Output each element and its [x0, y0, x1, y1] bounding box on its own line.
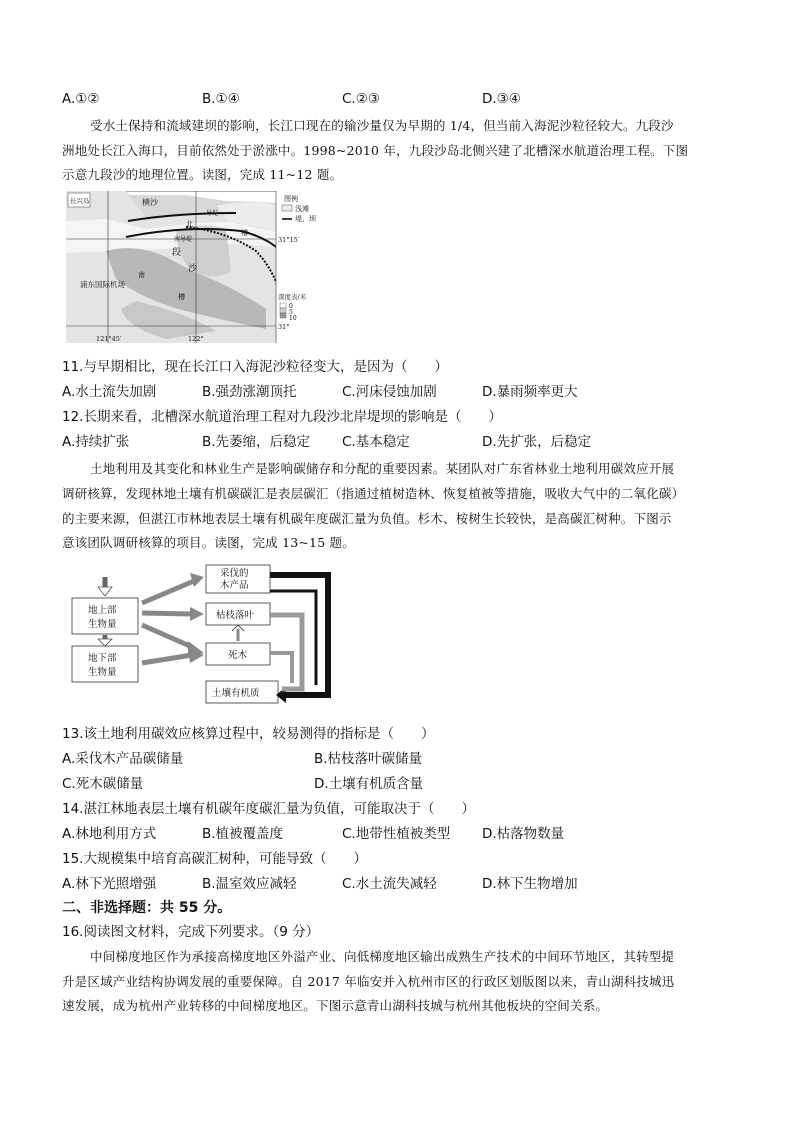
box-above-l1: 地上部 — [88, 605, 117, 616]
q11-option-b[interactable]: B.强劲涨潮顶托 — [202, 384, 297, 400]
place-cao2: 槽 — [178, 293, 185, 301]
passage1-line: 示意九段沙的地理位置。读图，完成 11~12 题。 — [62, 167, 343, 182]
legend-shoal: 浅滩 — [295, 205, 309, 213]
q10-option-a[interactable]: A.①② — [62, 91, 100, 107]
q14-option-c[interactable]: C.地带性植被类型 — [342, 826, 451, 842]
q16-passage-line: 速发展，成为杭州产业转移的中间梯度地区。下图示意青山湖科技城与杭州其他板块的空间关系。 — [62, 998, 609, 1013]
passage2-line: 调研核算，发现林地土壤有机碳碳汇是表层碳汇（指通过植树造林、恢复植被等措施，吸收大气中的二氧化碳） — [62, 486, 685, 501]
q15-option-c[interactable]: C.水土流失减轻 — [342, 876, 437, 892]
q10-option-b[interactable]: B.①④ — [202, 91, 240, 107]
q16-stem: 16.阅读图文材料，完成下列要求。（9 分） — [62, 924, 320, 940]
depth-0: 0 — [289, 303, 293, 310]
place-airport: 浦东国际机场 — [80, 280, 125, 289]
passage2-line: 意该团队调研核算的项目。读图，完成 13~15 题。 — [62, 535, 355, 550]
box-below-l2: 生物量 — [88, 667, 117, 678]
passage1-line: 洲地处长江入海口，目前依然处于淤涨中。1998~2010 年，九段沙岛北侧兴建了北槽深水航道治理工程。下图 — [62, 143, 689, 158]
q12-option-a[interactable]: A.持续扩张 — [62, 434, 130, 450]
q16-passage-line: 中间梯度地区作为承接高梯度地区外溢产业、向低梯度地区输出成熟生产技术的中间环节地区，其转型提 — [90, 949, 675, 964]
place-changxing: 长兴岛 — [70, 197, 90, 205]
place-cao: 槽 — [241, 229, 248, 237]
q10-option-c[interactable]: C.②③ — [342, 91, 380, 107]
box-harvest-l1: 采伐的 — [220, 568, 249, 579]
passage2-line: 土地利用及其变化和林业生产是影响碳储存和分配的重要因素。某团队对广东省林业土地利用碳效应开展 — [90, 461, 675, 476]
q12-stem: 12.长期来看，北槽深水航道治理工程对九段沙北岸堤坝的影响是（ ） — [62, 409, 502, 425]
section-heading: 二、非选择题：共 55 分。 — [62, 900, 232, 916]
q13-option-c[interactable]: C.死木碳储量 — [62, 776, 144, 792]
q12-option-c[interactable]: C.基本稳定 — [342, 434, 410, 450]
q14-option-a[interactable]: A.林地利用方式 — [62, 826, 157, 842]
place-south-dam: 南导堤 — [174, 236, 193, 243]
q14-stem: 14.湛江林地表层土壤有机碳年度碳汇量为负值，可能取决于（ ） — [62, 801, 475, 817]
q15-option-a[interactable]: A.林下光照增强 — [62, 876, 157, 892]
carbon-flow-diagram — [66, 563, 342, 711]
q16-passage-line: 升是区域产业结构协调发展的重要保障。自 2017 年临安并入杭州市区的行政区划版图以来，青山湖科技城迅 — [62, 974, 675, 989]
box-above-l2: 生物量 — [88, 619, 117, 630]
q12-option-b[interactable]: B.先萎缩，后稳定 — [202, 434, 311, 450]
q15-stem: 15.大规模集中培育高碳汇树种，可能导致（ ） — [62, 851, 367, 867]
place-duan: 段 — [172, 248, 182, 258]
q13-stem: 13.该土地利用碳效应核算过程中，较易测得的指标是（ ） — [62, 726, 435, 742]
box-harvest-l2: 木产品 — [220, 580, 249, 591]
legend-title: 图例 — [284, 195, 298, 203]
depth-5: 5 — [289, 309, 293, 316]
place-north: 北 — [186, 220, 193, 228]
q11-option-c[interactable]: C.河床侵蚀加剧 — [342, 384, 437, 400]
q10-option-d[interactable]: D.③④ — [482, 91, 521, 107]
depth-10: 10 — [289, 315, 297, 322]
q11-option-a[interactable]: A.水土流失加剧 — [62, 384, 157, 400]
box-below-l1: 地下部 — [88, 653, 117, 664]
place-hengsha: 横沙 — [142, 198, 158, 207]
place-north-dam: 导堤 — [206, 210, 219, 217]
place-sha: 沙 — [188, 264, 198, 274]
lon-label: 121°45′ — [96, 335, 122, 343]
box-litter: 枯枝落叶 — [216, 610, 255, 621]
q14-option-b[interactable]: B.植被覆盖度 — [202, 826, 284, 842]
place-nan: 南 — [138, 271, 145, 279]
q13-option-a[interactable]: A.采伐木产品碳储量 — [62, 751, 184, 767]
passage2-line: 的主要来源，但湛江市林地表层土壤有机碳年度碳汇量为负值。杉木、桉树生长较快，是高碳汇树种。下图示 — [62, 511, 672, 526]
legend-dam: 堤、坝 — [295, 215, 316, 223]
lon-label: 122° — [188, 335, 204, 343]
jiuduansha-map — [66, 191, 322, 343]
depth-title: 深度表/米 — [278, 293, 307, 301]
q11-option-d[interactable]: D.暴雨频率更大 — [482, 384, 578, 400]
lat-label: 31° — [278, 323, 290, 331]
q13-option-d[interactable]: D.土壤有机质含量 — [314, 776, 424, 792]
box-deadwood: 死木 — [228, 650, 248, 661]
q11-stem: 11.与早期相比，现在长江口入海泥沙粒径变大，是因为（ ） — [62, 359, 448, 375]
q15-option-b[interactable]: B.温室效应减轻 — [202, 876, 297, 892]
q12-option-d[interactable]: D.先扩张，后稳定 — [482, 434, 592, 450]
q15-option-d[interactable]: D.林下生物增加 — [482, 876, 578, 892]
passage1-line: 受水土保持和流域建坝的影响，长江口现在的输沙量仅为早期的 1/4，但当前入海泥沙粒径较大。九段沙 — [90, 118, 674, 133]
q13-option-b[interactable]: B.枯枝落叶碳储量 — [314, 751, 423, 767]
lat-label: 31°15′ — [278, 236, 300, 244]
q14-option-d[interactable]: D.枯落物数量 — [482, 826, 565, 842]
box-soil: 土壤有机质 — [212, 688, 260, 699]
